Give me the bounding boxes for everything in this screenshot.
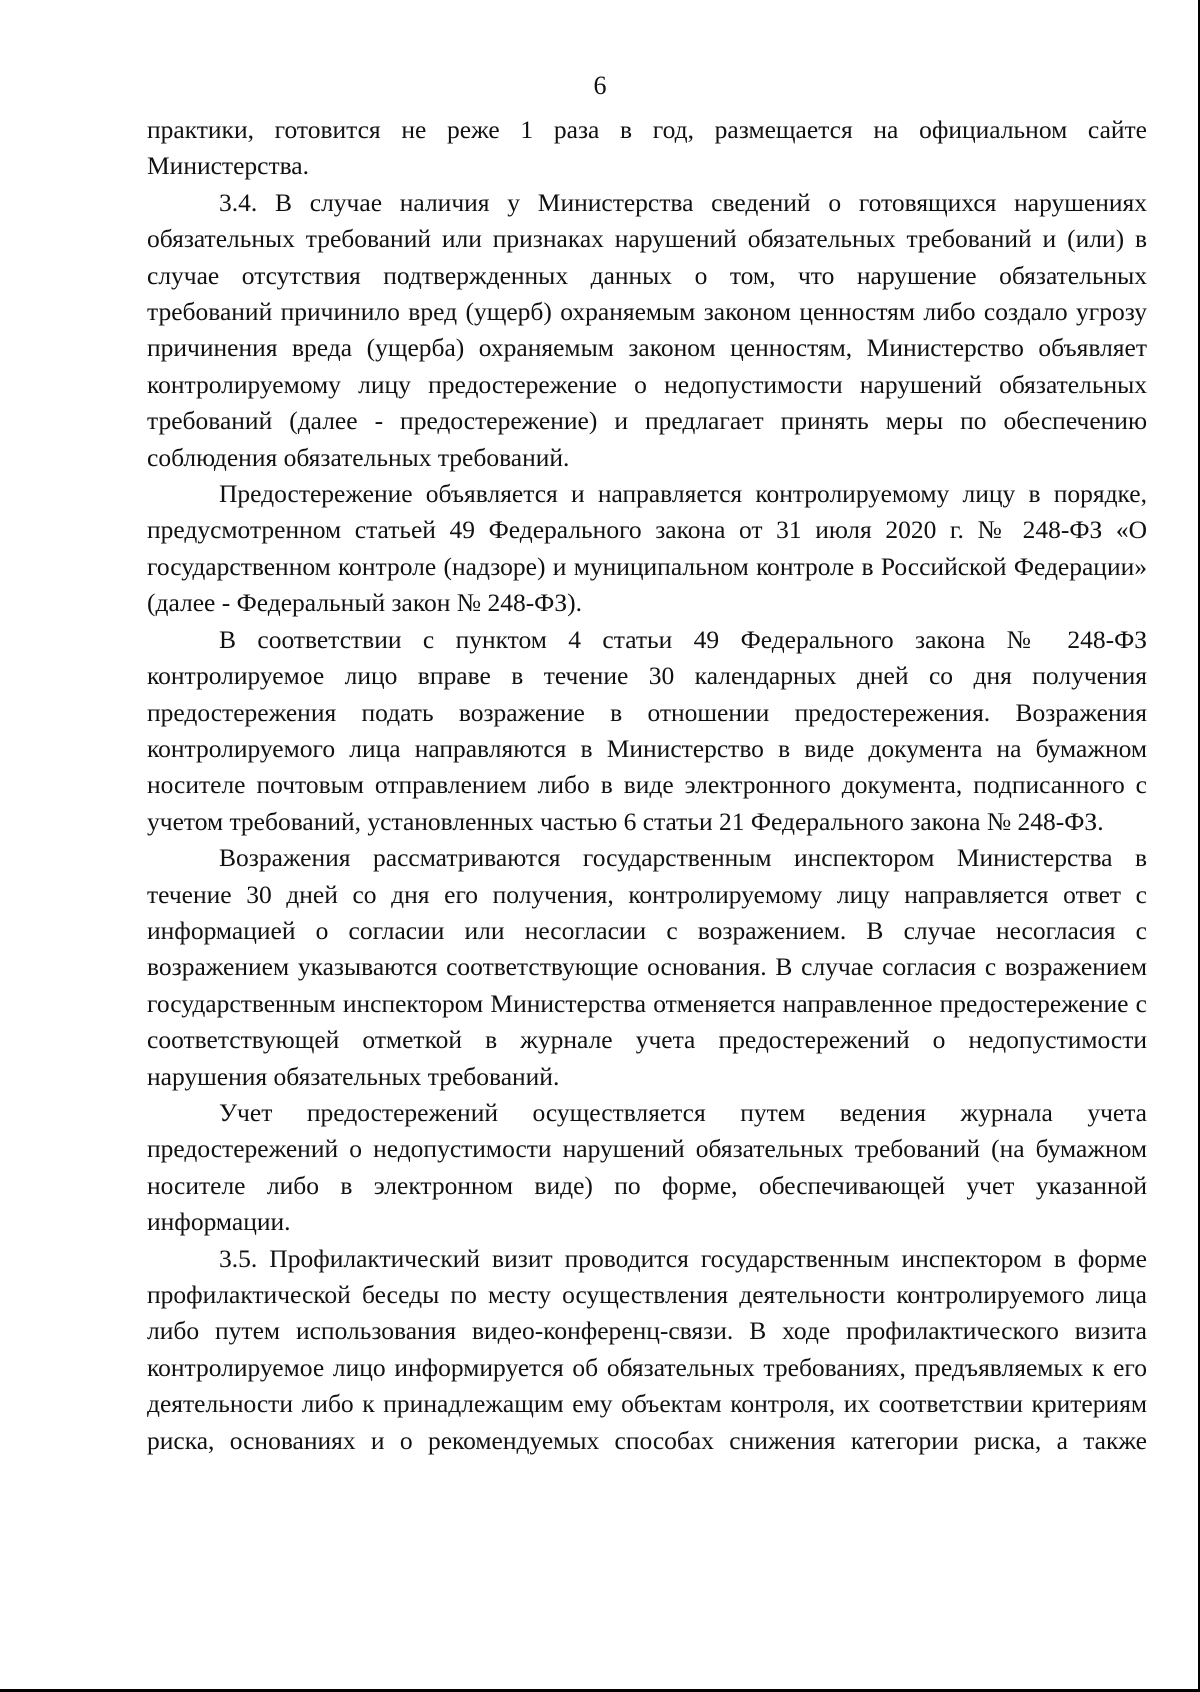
page-number: 6: [593, 71, 607, 100]
paragraph-3-4: 3.4. В случае наличия у Министерства сведений о готовящихся нарушениях обязательных требований или признаках нарушений обязательных требований и (или) в случае отсутствия подтвержденных данных о том, что нарушение обязательных требований причинило вред (ущерб) охраняемым законом ценностям либо создало угрозу причинения вреда (ущерба) охраняемым законом ценностям, Министерство объявляет контролируемому лицу предостережение о недопустимости нарушений обязательных требований (далее - предостережение) и предлагает принять меры по обеспечению соблюдения обязательных требований.: [147, 187, 1147, 472]
paragraph-3-5: 3.5. Профилактический визит проводится государственным инспектором в форме профилактической беседы по месту осуществления деятельности контролируемого лица либо путем использования видео-конференц-связи. В ходе профилактического визита контролируемое лицо информируется об обязательных требованиях, предъявляемых к его деятельности либо к принадлежащим ему объектам контроля, их соответствии критериям риска, основаниях и о рекомендуемых способах снижения категории риска, а также: [147, 1243, 1147, 1455]
paragraph-warning-announcement: Предостережение объявляется и направляется контролируемому лицу в порядке, предусмотренном статьей 49 Федерального закона от 31 июля 2020 г. № 248-ФЗ «О государственном контроле (надзоре) и муниципальном контроле в Российской Федерации» (далее - Федеральный закон № 248-ФЗ).: [147, 479, 1147, 618]
paragraph-objection-review: Возражения рассматриваются государственным инспектором Министерства в течение 30 дней со дня его получения, контролируемому лицу направляется ответ с информацией о согласии или несогласии с возражением. В случае несогласия с возражением указываются соответствующие основания. В случае согласия с возражением государственным инспектором Министерства отменяется направленное предостережение с соответствующей отметкой в журнале учета предостережений о недопустимости нарушения обязательных требований.: [147, 843, 1147, 1091]
document-body: [147, 112, 1147, 1459]
paragraph-continuation: практики, готовится не реже 1 раза в год, размещается на официальном сайте Министерства.: [147, 115, 1147, 181]
paragraph-warning-registry: Учет предостережений осуществляется путем ведения журнала учета предостережений о недопустимости нарушений обязательных требований (на бумажном носителе либо в электронном виде) по форме, обеспечивающей учет указанной информации.: [147, 1097, 1147, 1237]
paragraph-objection-right: В соответствии с пунктом 4 статьи 49 Федерального закона № 248-ФЗ контролируемое лицо вправе в течение 30 календарных дней со дня получения предостережения подать возражение в отношении предостережения. Возражения контролируемого лица направляются в Министерство в виде документа на бумажном носителе почтовым отправлением либо в виде электронного документа, подписанного с учетом требований, установленных частью 6 статьи 21 Федерального закона № 248-ФЗ.: [147, 624, 1147, 836]
